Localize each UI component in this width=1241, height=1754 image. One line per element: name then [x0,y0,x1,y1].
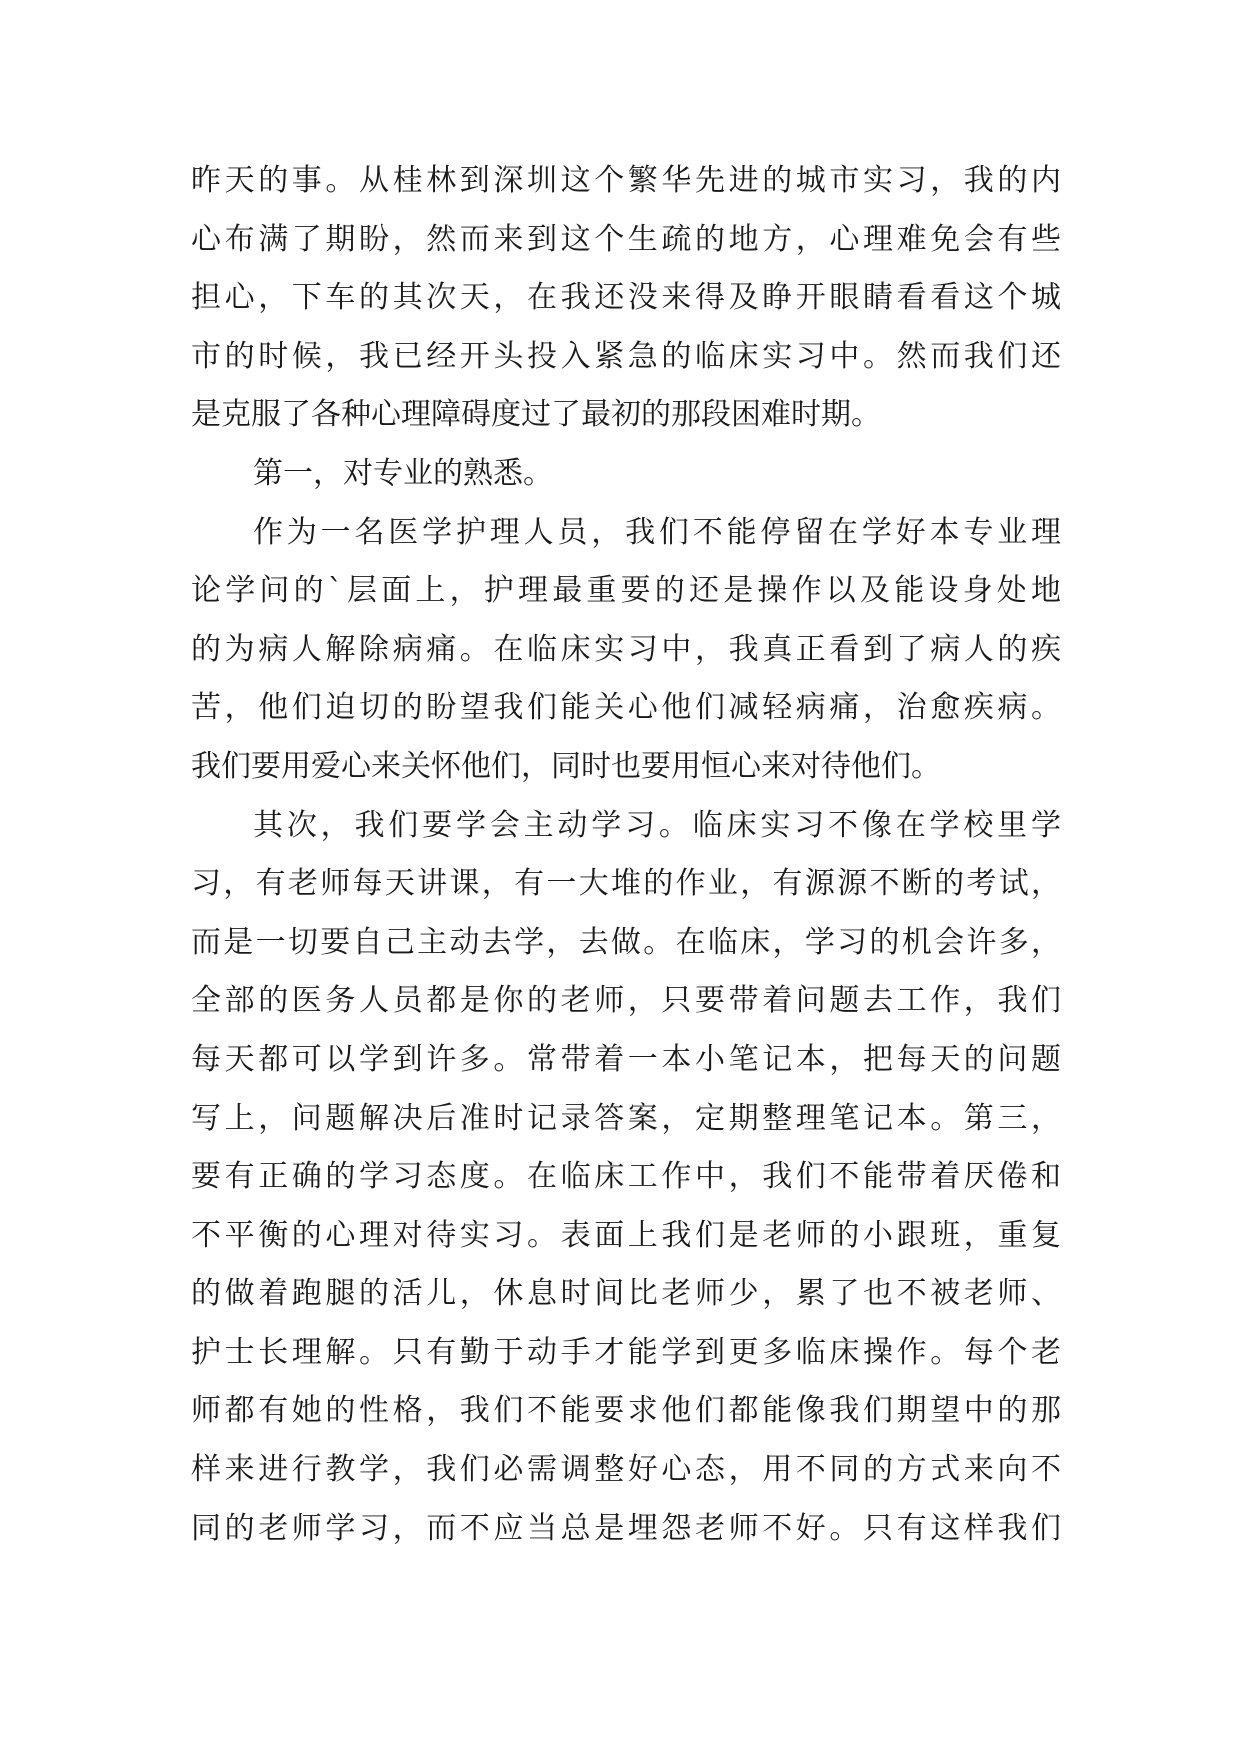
text-line: 市的时候，我已经开头投入紧急的临床实习中。然而我们还 [191,338,1061,374]
text-line: 作为一名医学护理人员，我们不能停留在学好本专业理 [253,514,1061,550]
text-line: 论学问的`层面上，护理最重要的还是操作以及能设身处地 [191,573,1061,609]
text-line: 写上，问题解决后准时记录答案，定期整理笔记本。第三， [191,1100,1061,1136]
text-line: 护士长理解。只有勤于动手才能学到更多临床操作。每个老 [191,1334,1061,1370]
text-line: 而是一切要自己主动去学，去做。在临床，学习的机会许多， [191,924,1061,960]
document-body-text [191,152,1061,1558]
text-line: 师都有她的性格，我们不能要求他们都能像我们期望中的那 [191,1393,1061,1429]
text-line: 是克服了各种心理障碍度过了最初的那段困难时期。 [191,397,881,433]
text-line: 我们要用爱心来关怀他们，同时也要用恒心来对待他们。 [191,748,941,784]
text-line: 同的老师学习，而不应当总是埋怨老师不好。只有这样我们 [191,1510,1061,1546]
text-line: 担心，下车的其次天，在我还没来得及睁开眼睛看看这个城 [191,280,1061,316]
text-line: 的为病人解除病痛。在临床实习中，我真正看到了病人的疾 [191,631,1061,667]
text-line: 其次，我们要学会主动学习。临床实习不像在学校里学 [253,807,1061,843]
text-line: 昨天的事。从桂林到深圳这个繁华先进的城市实习，我的内 [191,163,1061,198]
text-line: 苦，他们迫切的盼望我们能关心他们减轻病痛，治愈疾病。 [191,690,1061,726]
text-line: 不平衡的心理对待实习。表面上我们是老师的小跟班，重复 [191,1217,1061,1253]
text-line: 要有正确的学习态度。在临床工作中，我们不能带着厌倦和 [191,1159,1061,1195]
text-line: 心布满了期盼，然而来到这个生疏的地方，心理难免会有些 [191,221,1061,257]
text-line: 习，有老师每天讲课，有一大堆的作业，有源源不断的考试， [191,866,1061,902]
text-line: 全部的医务人员都是你的老师，只要带着问题去工作，我们 [191,983,1061,1019]
text-line: 的做着跑腿的活儿，休息时间比老师少，累了也不被老师、 [191,1276,1061,1312]
text-line: 样来进行教学，我们必需调整好心态，用不同的方式来向不 [191,1452,1061,1488]
text-line: 每天都可以学到许多。常带着一本小笔记本，把每天的问题 [191,1041,1061,1077]
section-heading-line: 第一，对专业的熟悉。 [253,455,553,491]
